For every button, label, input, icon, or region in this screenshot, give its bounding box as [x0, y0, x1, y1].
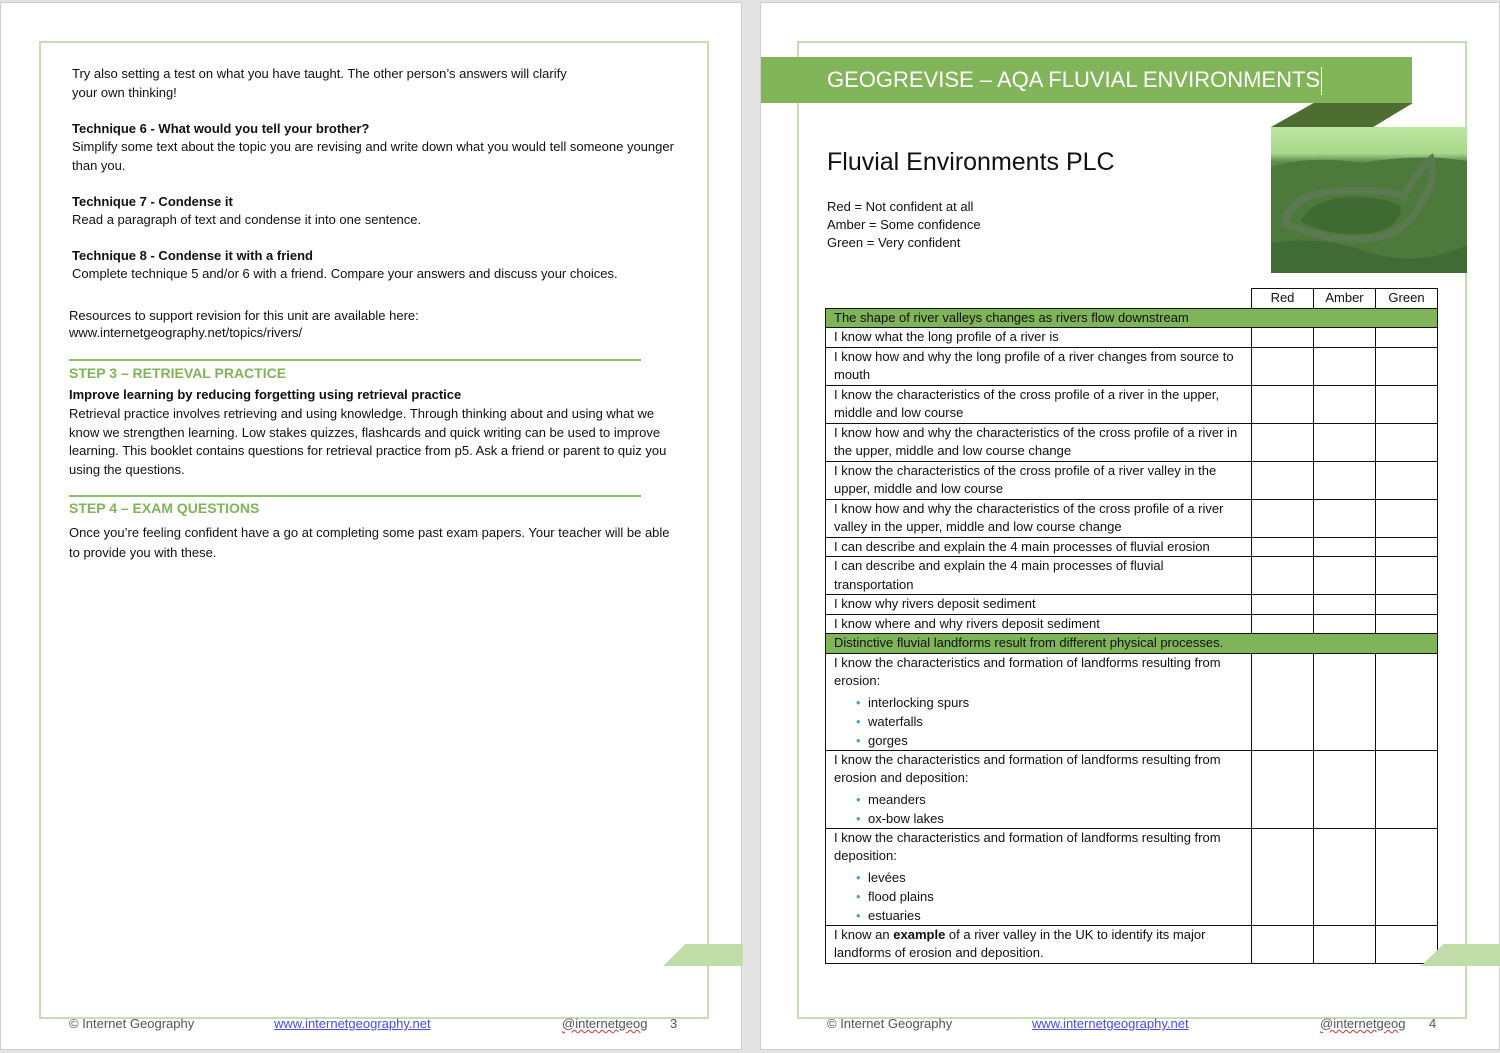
red-cell[interactable]	[1252, 347, 1314, 385]
table-row: I know the characteristics and formation of landforms resulting from deposition: • levées • flood plains • estuaries	[826, 828, 1438, 925]
amber-cell[interactable]	[1314, 423, 1376, 461]
table-row: I know the characteristics and formation of landforms resulting from erosion: • interlocking spurs • waterfalls • gorges	[826, 653, 1438, 750]
green-cell[interactable]	[1376, 347, 1438, 385]
technique-7-body: Read a paragraph of text and condense it into one sentence.	[72, 212, 422, 227]
technique-7-title: Technique 7 - Condense it	[72, 194, 233, 209]
green-cell[interactable]	[1376, 328, 1438, 348]
list-item: • gorges	[856, 731, 1243, 750]
red-cell[interactable]	[1252, 653, 1314, 750]
red-cell[interactable]	[1252, 537, 1314, 557]
green-cell[interactable]	[1376, 385, 1438, 423]
red-cell[interactable]	[1252, 828, 1314, 925]
footer-handle: @internetgeog	[562, 1016, 648, 1031]
river-meander-photo	[1271, 127, 1467, 273]
amber-cell[interactable]	[1314, 614, 1376, 634]
green-cell[interactable]	[1376, 537, 1438, 557]
bullet-list	[856, 790, 1243, 828]
amber-cell[interactable]	[1314, 347, 1376, 385]
table-header-row	[826, 289, 1438, 309]
red-cell[interactable]	[1252, 328, 1314, 348]
key-amber: Amber = Some confidence	[827, 217, 981, 232]
table-row: I know where and why rivers deposit sediment	[826, 614, 1438, 634]
red-cell[interactable]	[1252, 750, 1314, 828]
red-cell[interactable]	[1252, 595, 1314, 615]
list-item: • flood plains	[856, 887, 1243, 906]
list-item: • estuaries	[856, 906, 1243, 925]
text-cursor	[1321, 67, 1322, 95]
table-row: I know an example of a river valley in the UK to identify its major landforms of erosion and deposition.	[826, 925, 1438, 963]
list-item: • levées	[856, 868, 1243, 887]
section-row: The shape of river valleys changes as rivers flow downstream	[826, 308, 1438, 328]
amber-cell[interactable]	[1314, 653, 1376, 750]
header-amber: Amber	[1314, 289, 1376, 309]
list-item: • ox-bow lakes	[856, 809, 1243, 828]
table-row: I know how and why the long profile of a river changes from source to mouth	[826, 347, 1438, 385]
table-row: I know the characteristics and formation of landforms resulting from erosion and deposition: • meanders • ox-bow lakes	[826, 750, 1438, 828]
table-row: I know what the long profile of a river is	[826, 328, 1438, 348]
red-cell[interactable]	[1252, 423, 1314, 461]
technique-8-body: Complete technique 5 and/or 6 with a friend. Compare your answers and discuss your choices.	[72, 266, 618, 281]
green-cell[interactable]	[1376, 557, 1438, 595]
footer-copyright: © Internet Geography	[69, 1016, 195, 1031]
green-cell[interactable]	[1376, 925, 1438, 963]
green-cell[interactable]	[1376, 653, 1438, 750]
red-cell[interactable]	[1252, 499, 1314, 537]
amber-cell[interactable]	[1314, 328, 1376, 348]
table-row: I know the characteristics of the cross profile of a river in the upper, middle and low course	[826, 385, 1438, 423]
step-3-heading: STEP 3 – RETRIEVAL PRACTICE	[69, 365, 287, 381]
amber-cell[interactable]	[1314, 925, 1376, 963]
red-cell[interactable]	[1252, 385, 1314, 423]
list-item: • meanders	[856, 790, 1243, 809]
amber-cell[interactable]	[1314, 828, 1376, 925]
footer-handle: @internetgeog	[1320, 1016, 1406, 1031]
amber-cell[interactable]	[1314, 385, 1376, 423]
table-row: I know how and why the characteristics of the cross profile of a river valley in the upper, middle and low course change	[826, 499, 1438, 537]
green-cell[interactable]	[1376, 828, 1438, 925]
step-4-heading: STEP 4 – EXAM QUESTIONS	[69, 500, 260, 516]
green-cell[interactable]	[1376, 423, 1438, 461]
bullet-list	[856, 693, 1243, 750]
intro-text: Try also setting a test on what you have taught. The other person’s answers will clarify your own thinking!	[72, 66, 567, 100]
resources-text: Resources to support revision for this unit are available here:	[69, 308, 419, 323]
footer-link[interactable]: www.internetgeography.net	[1032, 1016, 1189, 1031]
amber-cell[interactable]	[1314, 750, 1376, 828]
amber-cell[interactable]	[1314, 461, 1376, 499]
red-cell[interactable]	[1252, 614, 1314, 634]
amber-cell[interactable]	[1314, 557, 1376, 595]
table-row: I know how and why the characteristics of the cross profile of a river in the upper, middle and low course change	[826, 423, 1438, 461]
red-cell[interactable]	[1252, 557, 1314, 595]
green-cell[interactable]	[1376, 750, 1438, 828]
header-banner: GEOGREVISE – AQA FLUVIAL ENVIRONMENTS	[761, 57, 1412, 103]
step-3-subheading: Improve learning by reducing forgetting using retrieval practice	[69, 387, 462, 402]
divider	[69, 495, 641, 497]
header-red: Red	[1252, 289, 1314, 309]
page-number: 3	[670, 1016, 678, 1031]
table-row: I know the characteristics of the cross profile of a river valley in the upper, middle and low course	[826, 461, 1438, 499]
technique-8-title: Technique 8 - Condense it with a friend	[72, 248, 314, 263]
page-title: Fluvial Environments PLC	[827, 148, 1115, 176]
table-row: I can describe and explain the 4 main processes of fluvial erosion	[826, 537, 1438, 557]
amber-cell[interactable]	[1314, 499, 1376, 537]
section-row: Distinctive fluvial landforms result from different physical processes.	[826, 634, 1438, 654]
bullet-list	[856, 868, 1243, 925]
table-row: I can describe and explain the 4 main processes of fluvial transportation	[826, 557, 1438, 595]
red-cell[interactable]	[1252, 925, 1314, 963]
divider	[69, 359, 641, 361]
list-item: • interlocking spurs	[856, 693, 1243, 712]
key-red: Red = Not confident at all	[827, 199, 974, 214]
green-cell[interactable]	[1376, 461, 1438, 499]
resources-link[interactable]: www.internetgeography.net/topics/rivers/	[69, 325, 303, 340]
table-row: I know why rivers deposit sediment	[826, 595, 1438, 615]
technique-6-body: Simplify some text about the topic you are revising and write down what you would tell someone younger than you.	[72, 139, 674, 173]
footer-copyright: © Internet Geography	[827, 1016, 953, 1031]
green-cell[interactable]	[1376, 614, 1438, 634]
step-4-body: Once you’re feeling confident have a go at completing some past exam papers. Your teacher will be able to provide you with these.	[69, 525, 670, 560]
footer-link[interactable]: www.internetgeography.net	[274, 1016, 431, 1031]
confidence-table	[825, 288, 1438, 964]
technique-6-title: Technique 6 - What would you tell your brother?	[72, 121, 370, 136]
page-3	[0, 2, 742, 1050]
page-number: 4	[1429, 1016, 1437, 1031]
page-4	[760, 2, 1500, 1050]
red-cell[interactable]	[1252, 461, 1314, 499]
header-green: Green	[1376, 289, 1438, 309]
list-item: • waterfalls	[856, 712, 1243, 731]
green-cell[interactable]	[1376, 595, 1438, 615]
green-cell[interactable]	[1376, 499, 1438, 537]
amber-cell[interactable]	[1314, 595, 1376, 615]
amber-cell[interactable]	[1314, 537, 1376, 557]
key-green: Green = Very confident	[827, 235, 961, 250]
step-3-body: Retrieval practice involves retrieving and using knowledge. Through thinking about and using what we know we strengthen learning. Low stakes quizzes, flashcards and quick writing can be used to improve learning. This booklet contains questions for retrieval practice from p5. Ask a friend or parent to quiz you using the questions.	[69, 406, 667, 477]
